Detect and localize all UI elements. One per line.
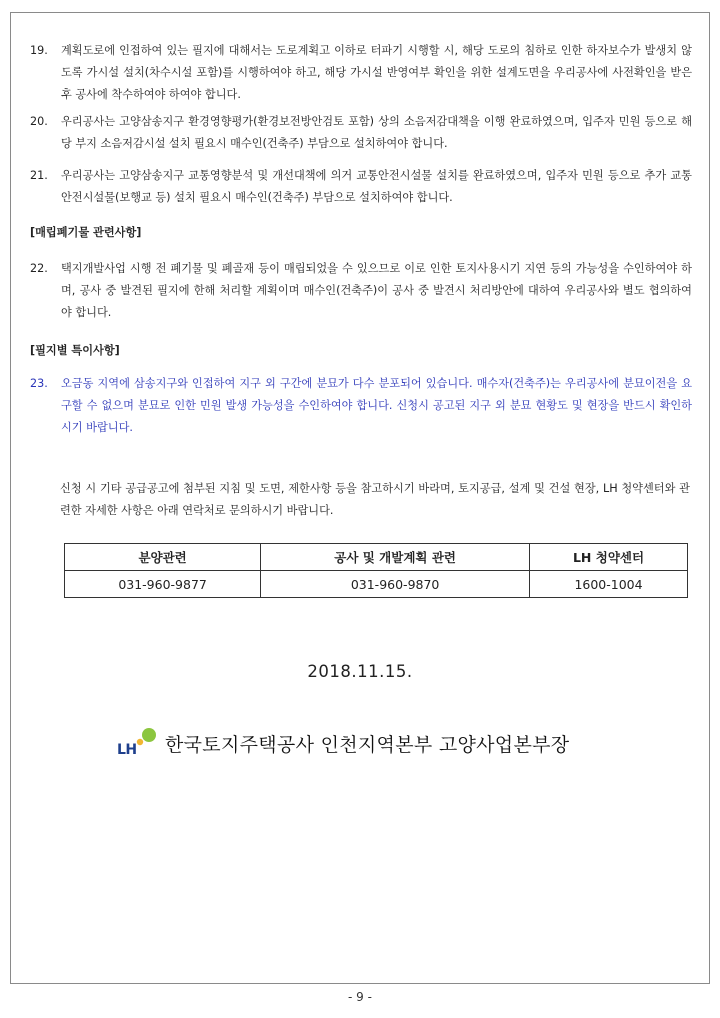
phone-number: 1600-1004	[530, 571, 688, 598]
lh-logo	[117, 726, 163, 760]
item-number: 22.	[30, 262, 48, 275]
table-header: LH 청약센터	[530, 544, 688, 571]
closing-paragraph: 신청 시 기타 공급공고에 첨부된 지침 및 도면, 제한사항 등을 참고하시기 바라며, 토지공급, 설계 및 건설 현장, LH 청약센터와 관련한 자세한 사항은 아래 연락처로 문의하시기 바랍니다.	[60, 482, 690, 517]
section-heading-landfill: [매립폐기물 관련사항]	[30, 226, 142, 239]
table-header: 분양관련	[65, 544, 261, 571]
item-text: 우리공사는 고양삼송지구 환경영향평가(환경보전방안검토 포함) 상의 소음저감대책을 이행 완료하였으며, 입주자 민원 등으로 해당 부지 소음저감시설 설치 필요시 매수인(건축주) 부담으로 설치하여야 합니다.	[61, 115, 692, 150]
notice-item-22	[30, 258, 692, 324]
notice-item-23	[30, 373, 692, 439]
notice-item-19	[30, 40, 692, 106]
issuer-signature	[117, 726, 569, 760]
item-text: 계획도로에 인접하여 있는 필지에 대해서는 도로계획고 이하로 터파기 시행할 시, 해당 도로의 침하로 인한 하자보수가 발생치 않도록 가시설 설치(차수시설 포함)를 시행하여야 하고, 해당 가시설 반영여부 확인을 위한 설계도면을 우리공사에 사전확인을 받은 후 공사에 착수하여야 하여야 합니다.	[61, 44, 692, 101]
table-header-row	[65, 544, 688, 571]
issuer-name: 한국토지주택공사 인천지역본부 고양사업본부장	[165, 733, 570, 756]
lh-logo-text: LH	[117, 742, 137, 758]
notice-item-21	[30, 165, 692, 209]
lh-logo-dots-icon	[135, 726, 161, 748]
table-row	[65, 571, 688, 598]
section-heading-parcel: [필지별 특이사항]	[30, 344, 120, 357]
phone-number: 031-960-9877	[65, 571, 261, 598]
notice-item-20	[30, 111, 692, 155]
page-number: - 9 -	[348, 990, 372, 1004]
phone-number: 031-960-9870	[261, 571, 530, 598]
document-date: 2018.11.15.	[307, 662, 413, 681]
item-number: 20.	[30, 115, 48, 128]
table-header: 공사 및 개발계획 관련	[261, 544, 530, 571]
item-text: 오금동 지역에 삼송지구와 인접하여 지구 외 구간에 분묘가 다수 분포되어 있습니다. 매수자(건축주)는 우리공사에 분묘이전을 요구할 수 없으며 분묘로 인한 민원 발생 가능성을 수인하여야 합니다. 신청시 공고된 지구 외 분묘 현황도 및 현장을 반드시 확인하시기 바랍니다.	[61, 377, 692, 434]
item-number: 23.	[30, 377, 48, 390]
item-number: 21.	[30, 169, 48, 182]
item-text: 우리공사는 고양삼송지구 교통영향분석 및 개선대책에 의거 교통안전시설물 설치를 완료하였으며, 입주자 민원 등으로 추가 교통안전시설물(보행교 등) 설치 필요시 매수인(건축주) 부담으로 설치하여야 합니다.	[61, 169, 692, 204]
item-text: 택지개발사업 시행 전 폐기물 및 폐골재 등이 매립되었을 수 있으므로 이로 인한 토지사용시기 지연 등의 가능성을 수인하여야 하며, 공사 중 발견된 필지에 한해 처리할 계획이며 매수인(건축주)이 공사 중 발견시 처리방안에 대하여 우리공사와 별도 협의하여야 합니다.	[61, 262, 692, 319]
item-number: 19.	[30, 44, 48, 57]
contact-table	[64, 543, 688, 598]
